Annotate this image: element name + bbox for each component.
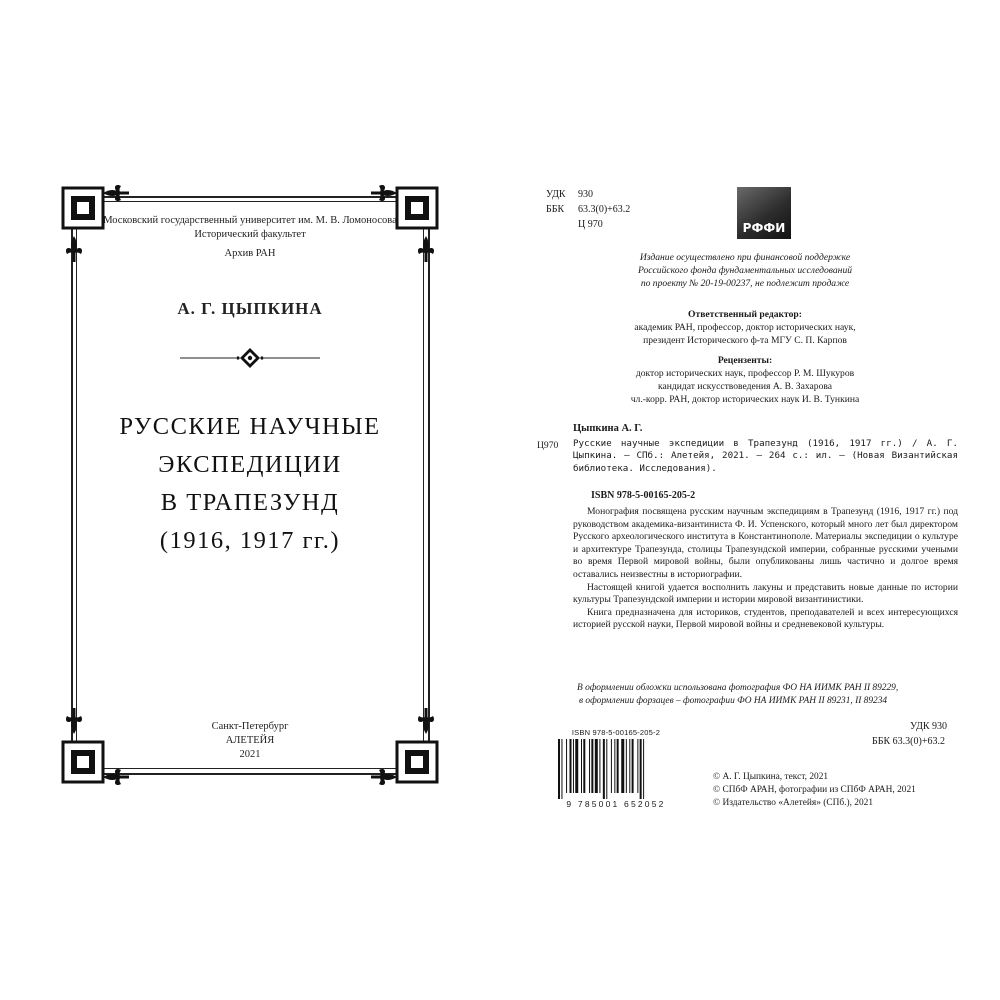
book-title-line-2: ЭКСПЕДИЦИИ xyxy=(158,451,342,478)
book-title-line-1: РУССКИЕ НАУЧНЫЕ xyxy=(119,413,381,440)
fleur-de-lis-icon xyxy=(102,766,130,788)
author-name: А. Г. ЦЫПКИНА xyxy=(177,299,323,318)
affiliation-faculty: Исторический факультет xyxy=(194,229,306,240)
bbk-value: 63.3(0)+63.2 xyxy=(578,204,631,215)
imprint-city: Санкт-Петербург xyxy=(211,721,289,732)
catalog-entry: Русские научные экспедиции в Трапезунд (1916, 1917 гг.) / А. Г. Цыпкина. – СПб.: Алетейя, 2021. – 264 с.: ил. – (Новая Византийская библиотека. Исследования). xyxy=(573,438,958,474)
fleur-de-lis-icon xyxy=(102,182,130,204)
frame-top-inner-line xyxy=(104,201,396,202)
abstract-paragraph-3: Книга предназначена для историков, студентов, преподавателей и всех интересующихся историей русской науки, Первой мировой войны и средневековой культуры. xyxy=(573,606,958,631)
reviewers-heading: Рецензенты: xyxy=(717,355,773,366)
reviewer-line-2: кандидат искусствоведения А. В. Захарова xyxy=(657,381,833,392)
frame-bottom-line xyxy=(104,773,396,775)
imprint-year: 2021 xyxy=(239,749,261,760)
editor-line-1: академик РАН, профессор, доктор исторических наук, xyxy=(634,322,856,333)
book-title-line-4: (1916, 1917 гг.) xyxy=(159,527,341,554)
book-title-line-3: В ТРАПЕЗУНД xyxy=(160,489,340,516)
barcode-digits: 9 785001 652052 xyxy=(566,799,666,809)
frame-top-line xyxy=(104,196,396,198)
ornament-divider-icon xyxy=(178,347,322,369)
barcode-isbn-text: ISBN 978-5-00165-205-2 xyxy=(571,728,661,737)
copyright-line-1: © А. Г. Цыпкина, текст, 2021 xyxy=(713,772,829,782)
reviewer-line-1: доктор исторических наук, профессор Р. М. Шукуров xyxy=(635,368,855,379)
abstract xyxy=(573,506,958,632)
frame-bottom-inner-line xyxy=(104,768,396,769)
catalog-isbn: ISBN 978-5-00165-205-2 xyxy=(591,490,696,501)
funding-line-3: по проекту № 20-19-00237, не подлежит продаже xyxy=(640,278,850,289)
title-page xyxy=(60,185,440,785)
imprint-publisher: АЛЕТЕЙЯ xyxy=(225,735,275,746)
editor-line-2: президент Исторического ф-та МГУ С. П. Карпов xyxy=(643,335,847,346)
copyright-line-2: © СПбФ АРАН, фотографии из СПбФ АРАН, 2021 xyxy=(713,785,916,795)
fleur-de-lis-icon xyxy=(370,182,398,204)
funding-line-1: Издание осуществлено при финансовой поддержке xyxy=(639,252,851,263)
imprint-page xyxy=(525,180,958,810)
barcode-bars-icon xyxy=(558,739,674,799)
bottom-bbk: ББК 63.3(0)+63.2 xyxy=(872,736,945,747)
author-mark: Ц 970 xyxy=(578,219,603,230)
rffi-logo xyxy=(737,187,791,239)
affiliation-university: Московский государственный университет им. М. В. Ломоносова xyxy=(103,215,397,226)
catalog-code: Ц970 xyxy=(537,440,559,451)
cover-note-line-1: В оформлении обложки использована фотография ФО НА ИИМК РАН II 89229, xyxy=(577,683,899,693)
funding-line-2: Российского фонда фундаментальных исследований xyxy=(637,265,853,276)
abstract-paragraph-1: Монография посвящена русским научным экспедициям в Трапезунд (1916, 1917 гг.) под руководством академика-византиниста Ф. И. Успенского, который много лет был директором Русского археологического института в Константинополе. Материалы экспедиции о культуре и архитектуре Трапезунда, столицы Трапезундской империи, собранные русскими учеными во время Первой мировой войны, были опубликованы лишь частично и долгое время оставались неизвестны в историографии. xyxy=(573,506,958,580)
rffi-logo-text: РФФИ xyxy=(742,221,786,235)
bottom-udk: УДК 930 xyxy=(910,721,948,732)
reviewer-line-3: чл.-корр. РАН, доктор исторических наук И. В. Тункина xyxy=(630,394,860,405)
fleur-de-lis-icon xyxy=(370,766,398,788)
editor-heading: Ответственный редактор: xyxy=(688,309,802,320)
copyright-line-3: © Издательство «Алетейя» (СПб.), 2021 xyxy=(713,798,874,808)
udk-label: УДК xyxy=(546,189,566,200)
cover-note-line-2: в оформлении форзацев – фотографии ФО НА ИИМК РАН II 89231, II 89234 xyxy=(579,696,888,706)
affiliation-archive: Архив РАН xyxy=(224,248,276,259)
catalog-author-heading: Цыпкина А. Г. xyxy=(573,423,643,434)
abstract-paragraph-2: Настоящей книгой удается восполнить лакуны и представить новые данные по истории культуры Трапезундской империи и истории мировой византинистики. xyxy=(573,581,958,606)
isbn-barcode xyxy=(552,728,680,810)
bbk-label: ББК xyxy=(546,204,565,215)
udk-value: 930 xyxy=(578,189,593,200)
